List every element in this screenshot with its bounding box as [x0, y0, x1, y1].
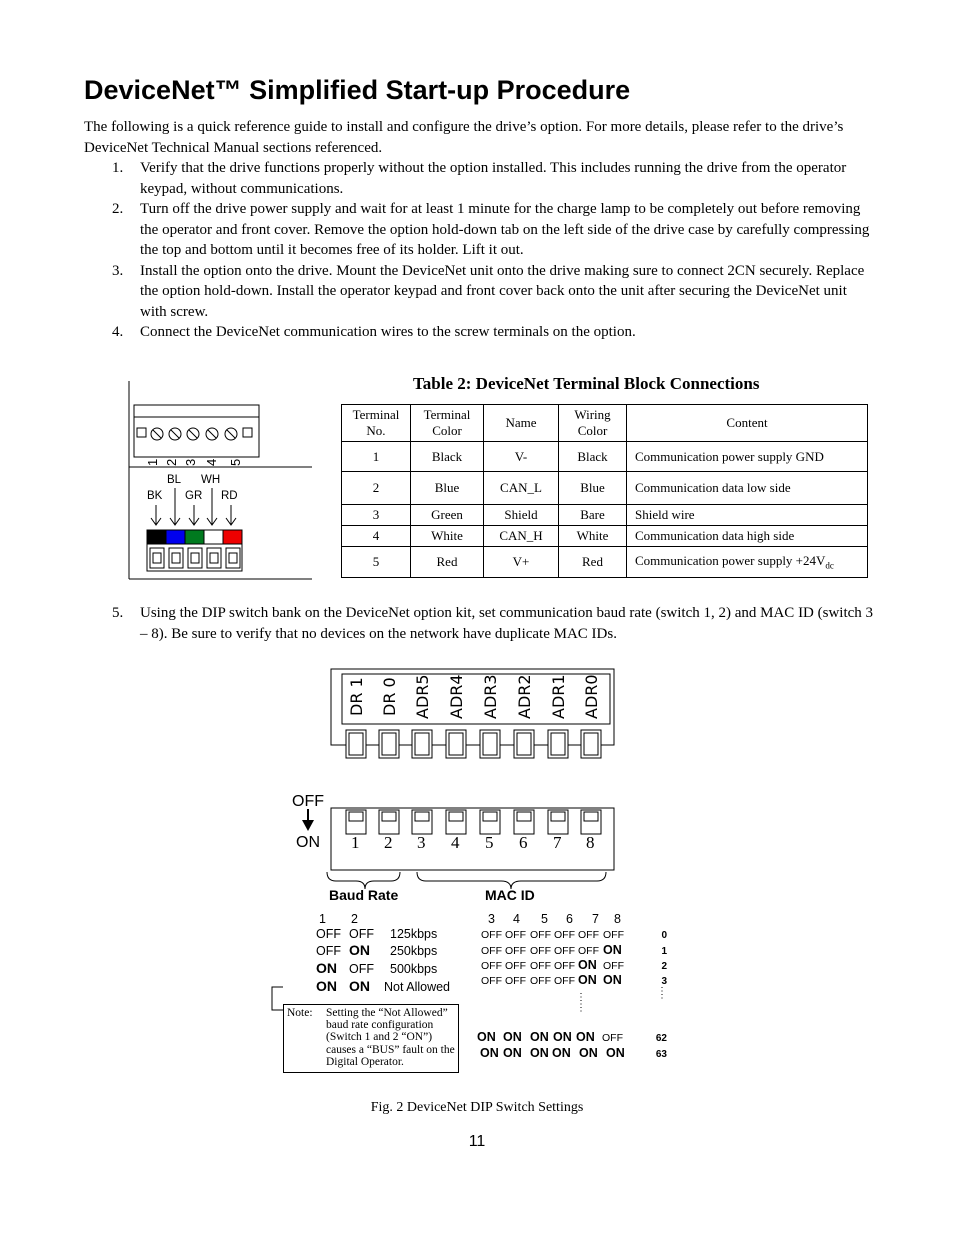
terminal-number: 4: [204, 458, 219, 466]
table-header-row: [342, 405, 868, 442]
dip-switch-knob: [517, 733, 531, 755]
terminal-number: 3: [183, 458, 198, 466]
mac-id-value: 1: [661, 946, 667, 957]
dip-top-label: ADR2: [515, 674, 534, 719]
mac-switch-state: ON: [530, 1030, 549, 1044]
mac-switch-state: OFF: [481, 929, 502, 941]
dip-switch-knob: [415, 733, 429, 755]
mac-switch-state: ON: [503, 1046, 522, 1060]
mac-switch-state: ON: [578, 958, 597, 972]
mac-id-value: 2: [661, 961, 667, 972]
page-number: 11: [468, 1133, 486, 1150]
switch-number: 4: [451, 833, 460, 852]
mac-switch-state: OFF: [481, 975, 502, 987]
mac-header-number: 3: [488, 912, 495, 926]
dip-switch-lever: [483, 812, 497, 821]
dip-top-label: ADR5: [413, 674, 432, 719]
baud-switch-state: OFF: [316, 944, 341, 958]
baud-switch-state: ON: [349, 942, 370, 958]
dip-top-label: DR 0: [380, 677, 399, 716]
dip-switch-lever: [349, 812, 363, 821]
figure-caption: Fig. 2 DeviceNet DIP Switch Settings: [370, 1100, 584, 1115]
table-row: 1 Black V- Black Communication power supply GND: [342, 442, 868, 472]
dip-switch-lever: [551, 812, 565, 821]
mac-header-number: 4: [513, 912, 520, 926]
step-item: 2. Turn off the drive power supply and wait for at least 1 minute for the charge lamp to be completely out before removing the operator and front cover. Remove the option hold-down tab on the left side of the drive case by carefully compressing the top and bottom until it becomes free of its holder. Lift it out.: [112, 201, 870, 258]
mac-id-label: MAC ID: [485, 887, 535, 903]
mac-switch-state: OFF: [554, 975, 575, 987]
dip-switch-block: [331, 808, 614, 870]
mac-header-number: 7: [592, 912, 599, 926]
svg-text:1: 1: [319, 912, 326, 926]
on-label: ON: [296, 834, 320, 851]
wire-label: WH: [201, 474, 221, 486]
terminal-number: 2: [164, 458, 179, 466]
switch-number: 5: [485, 833, 494, 852]
mac-switch-state: ON: [579, 1046, 598, 1060]
dip-top-label: ADR1: [549, 674, 568, 719]
note-text: Setting the “Not Allowed” baud rate configuration (Switch 1 and 2 “ON”) causes a “BUS” fault on the Digital Operator.: [326, 1007, 455, 1068]
dip-switch-knob: [584, 733, 598, 755]
mac-switch-state: OFF: [505, 945, 526, 957]
dip-top-label: ADR3: [481, 674, 500, 719]
switch-number: 3: [417, 833, 426, 852]
mac-switch-state: OFF: [505, 975, 526, 987]
mac-switch-state: ON: [606, 1046, 625, 1060]
dip-switch-knob: [382, 733, 396, 755]
mac-switch-state: ON: [603, 943, 622, 957]
mac-switch-state: ON: [576, 1030, 595, 1044]
mac-header-number: 6: [566, 912, 573, 926]
baud-switch-state: OFF: [349, 927, 374, 941]
table-header: Wiring Color: [559, 405, 627, 442]
terminal-number: 5: [228, 458, 243, 466]
baud-rate-label: Baud Rate: [329, 887, 399, 903]
mac-switch-state: OFF: [481, 960, 502, 972]
dip-switch-knob: [349, 733, 363, 755]
note-label: Note:: [287, 1007, 313, 1019]
wire-label: GR: [185, 490, 203, 502]
dip-switch-lever: [517, 812, 531, 821]
dip-switch-lever: [584, 812, 598, 821]
baud-rate-table: [316, 912, 450, 994]
dip-switch-diagram: [0, 640, 954, 1100]
mac-id-value: 63: [655, 1049, 667, 1060]
mac-switch-state: OFF: [505, 960, 526, 972]
baud-value: 125kbps: [390, 927, 438, 941]
table-header: Terminal No.: [342, 405, 411, 442]
wire-label: RD: [221, 490, 238, 502]
plug-housing: [147, 544, 242, 571]
dip-top-label: ADR4: [447, 674, 466, 719]
page-title: DeviceNet™ Simplified Start-up Procedure: [84, 75, 631, 105]
mac-switch-state: OFF: [603, 960, 624, 972]
intro-paragraph: The following is a quick reference guide to install and configure the drive’s option. For more details, please refer to the drive’s DeviceNet Technical Manual sections referenced.: [84, 119, 844, 156]
mac-switch-state: OFF: [481, 945, 502, 957]
dip-switch-knob: [551, 733, 565, 755]
dip-top-label: ADR0: [582, 674, 601, 719]
step-item: 3. Install the option onto the drive. Mount the DeviceNet unit onto the drive making sure to connect 2CN securely. Replace the option hold-down. Install the operator keypad and front cover back onto the unit after securing the DeviceNet unit with screw.: [112, 262, 865, 320]
baud-value: Not Allowed: [384, 980, 451, 994]
baud-value: 250kbps: [390, 944, 438, 958]
baud-switch-state: ON: [316, 960, 337, 976]
mac-switch-state: OFF: [505, 929, 526, 941]
terminal-number: 1: [145, 458, 160, 466]
dip-switch-lever: [449, 812, 463, 821]
table-header: Name: [484, 405, 559, 442]
mac-switch-state: OFF: [602, 1032, 623, 1044]
mac-switch-state: ON: [552, 1046, 571, 1060]
baud-value: 500kbps: [390, 962, 438, 976]
baud-switch-state: OFF: [316, 927, 341, 941]
table-row: 5 Red V+ Red Communication power supply $+24V_{dc}$: [342, 547, 868, 578]
mac-switch-state: OFF: [530, 945, 551, 957]
mac-switch-state: OFF: [578, 945, 599, 957]
table-title: Table 2: DeviceNet Terminal Block Connections: [413, 374, 760, 393]
mac-switch-state: OFF: [554, 945, 575, 957]
mac-header-number: 8: [614, 912, 621, 926]
note-box: [283, 1004, 459, 1073]
mac-header-number: 5: [541, 912, 548, 926]
table-header: Terminal Color: [411, 405, 484, 442]
mac-switch-state: OFF: [554, 929, 575, 941]
mac-switch-state: OFF: [530, 960, 551, 972]
wire-label: BL: [167, 474, 182, 486]
dip-switch-knob: [449, 733, 463, 755]
baud-switch-state: OFF: [349, 962, 374, 976]
mac-switch-state: OFF: [578, 929, 599, 941]
table-row: 2 Blue CAN_L Blue Communication data low side: [342, 472, 868, 505]
wire-label: BK: [147, 490, 163, 502]
mac-id-table: [477, 912, 667, 1060]
mac-id-value: 62: [655, 1033, 667, 1044]
step-item: 4. Connect the DeviceNet communication wires to the screw terminals on the option.: [112, 324, 636, 340]
switch-number: 7: [553, 833, 562, 852]
dip-switch-lever: [415, 812, 429, 821]
off-label: OFF: [292, 793, 324, 810]
baud-switch-state: ON: [349, 978, 370, 994]
mac-switch-state: ON: [503, 1030, 522, 1044]
svg-text:2: 2: [351, 912, 358, 926]
switch-number: 2: [384, 833, 393, 852]
mac-switch-state: ON: [603, 973, 622, 987]
mac-id-value: 3: [661, 976, 667, 987]
mac-switch-state: ON: [530, 1046, 549, 1060]
dip-top-label: DR 1: [347, 677, 366, 716]
dip-switch-lever: [382, 812, 396, 821]
step-item: 1. Verify that the drive functions properly without the option installed. This includes running the drive from the operator keypad, without communications.: [112, 160, 847, 197]
mac-switch-state: OFF: [554, 960, 575, 972]
mac-switch-state: ON: [477, 1030, 496, 1044]
table-row: 3 Green Shield Bare Shield wire: [342, 505, 868, 526]
mac-switch-state: OFF: [603, 929, 624, 941]
mac-switch-state: ON: [553, 1030, 572, 1044]
mac-switch-state: ON: [480, 1046, 499, 1060]
switch-number: 6: [519, 833, 528, 852]
dip-switch-knob: [483, 733, 497, 755]
step-item-5: 5. Using the DIP switch bank on the DeviceNet option kit, set communication baud rate (switch 1, 2) and MAC ID (switch 3 – 8). Be sure to verify that no devices on the network have duplicate MAC IDs.: [112, 605, 874, 642]
table-row: 4 White CAN_H White Communication data high side: [342, 526, 868, 547]
mac-id-value: 0: [661, 930, 667, 941]
table-header: Content: [627, 405, 868, 442]
mac-switch-state: OFF: [530, 975, 551, 987]
switch-number: 1: [351, 833, 360, 852]
switch-number: 8: [586, 833, 595, 852]
terminal-table: [341, 404, 868, 578]
mac-switch-state: ON: [578, 973, 597, 987]
baud-switch-state: ON: [316, 978, 337, 994]
wire-color-strip: [147, 530, 242, 544]
mac-switch-state: OFF: [530, 929, 551, 941]
